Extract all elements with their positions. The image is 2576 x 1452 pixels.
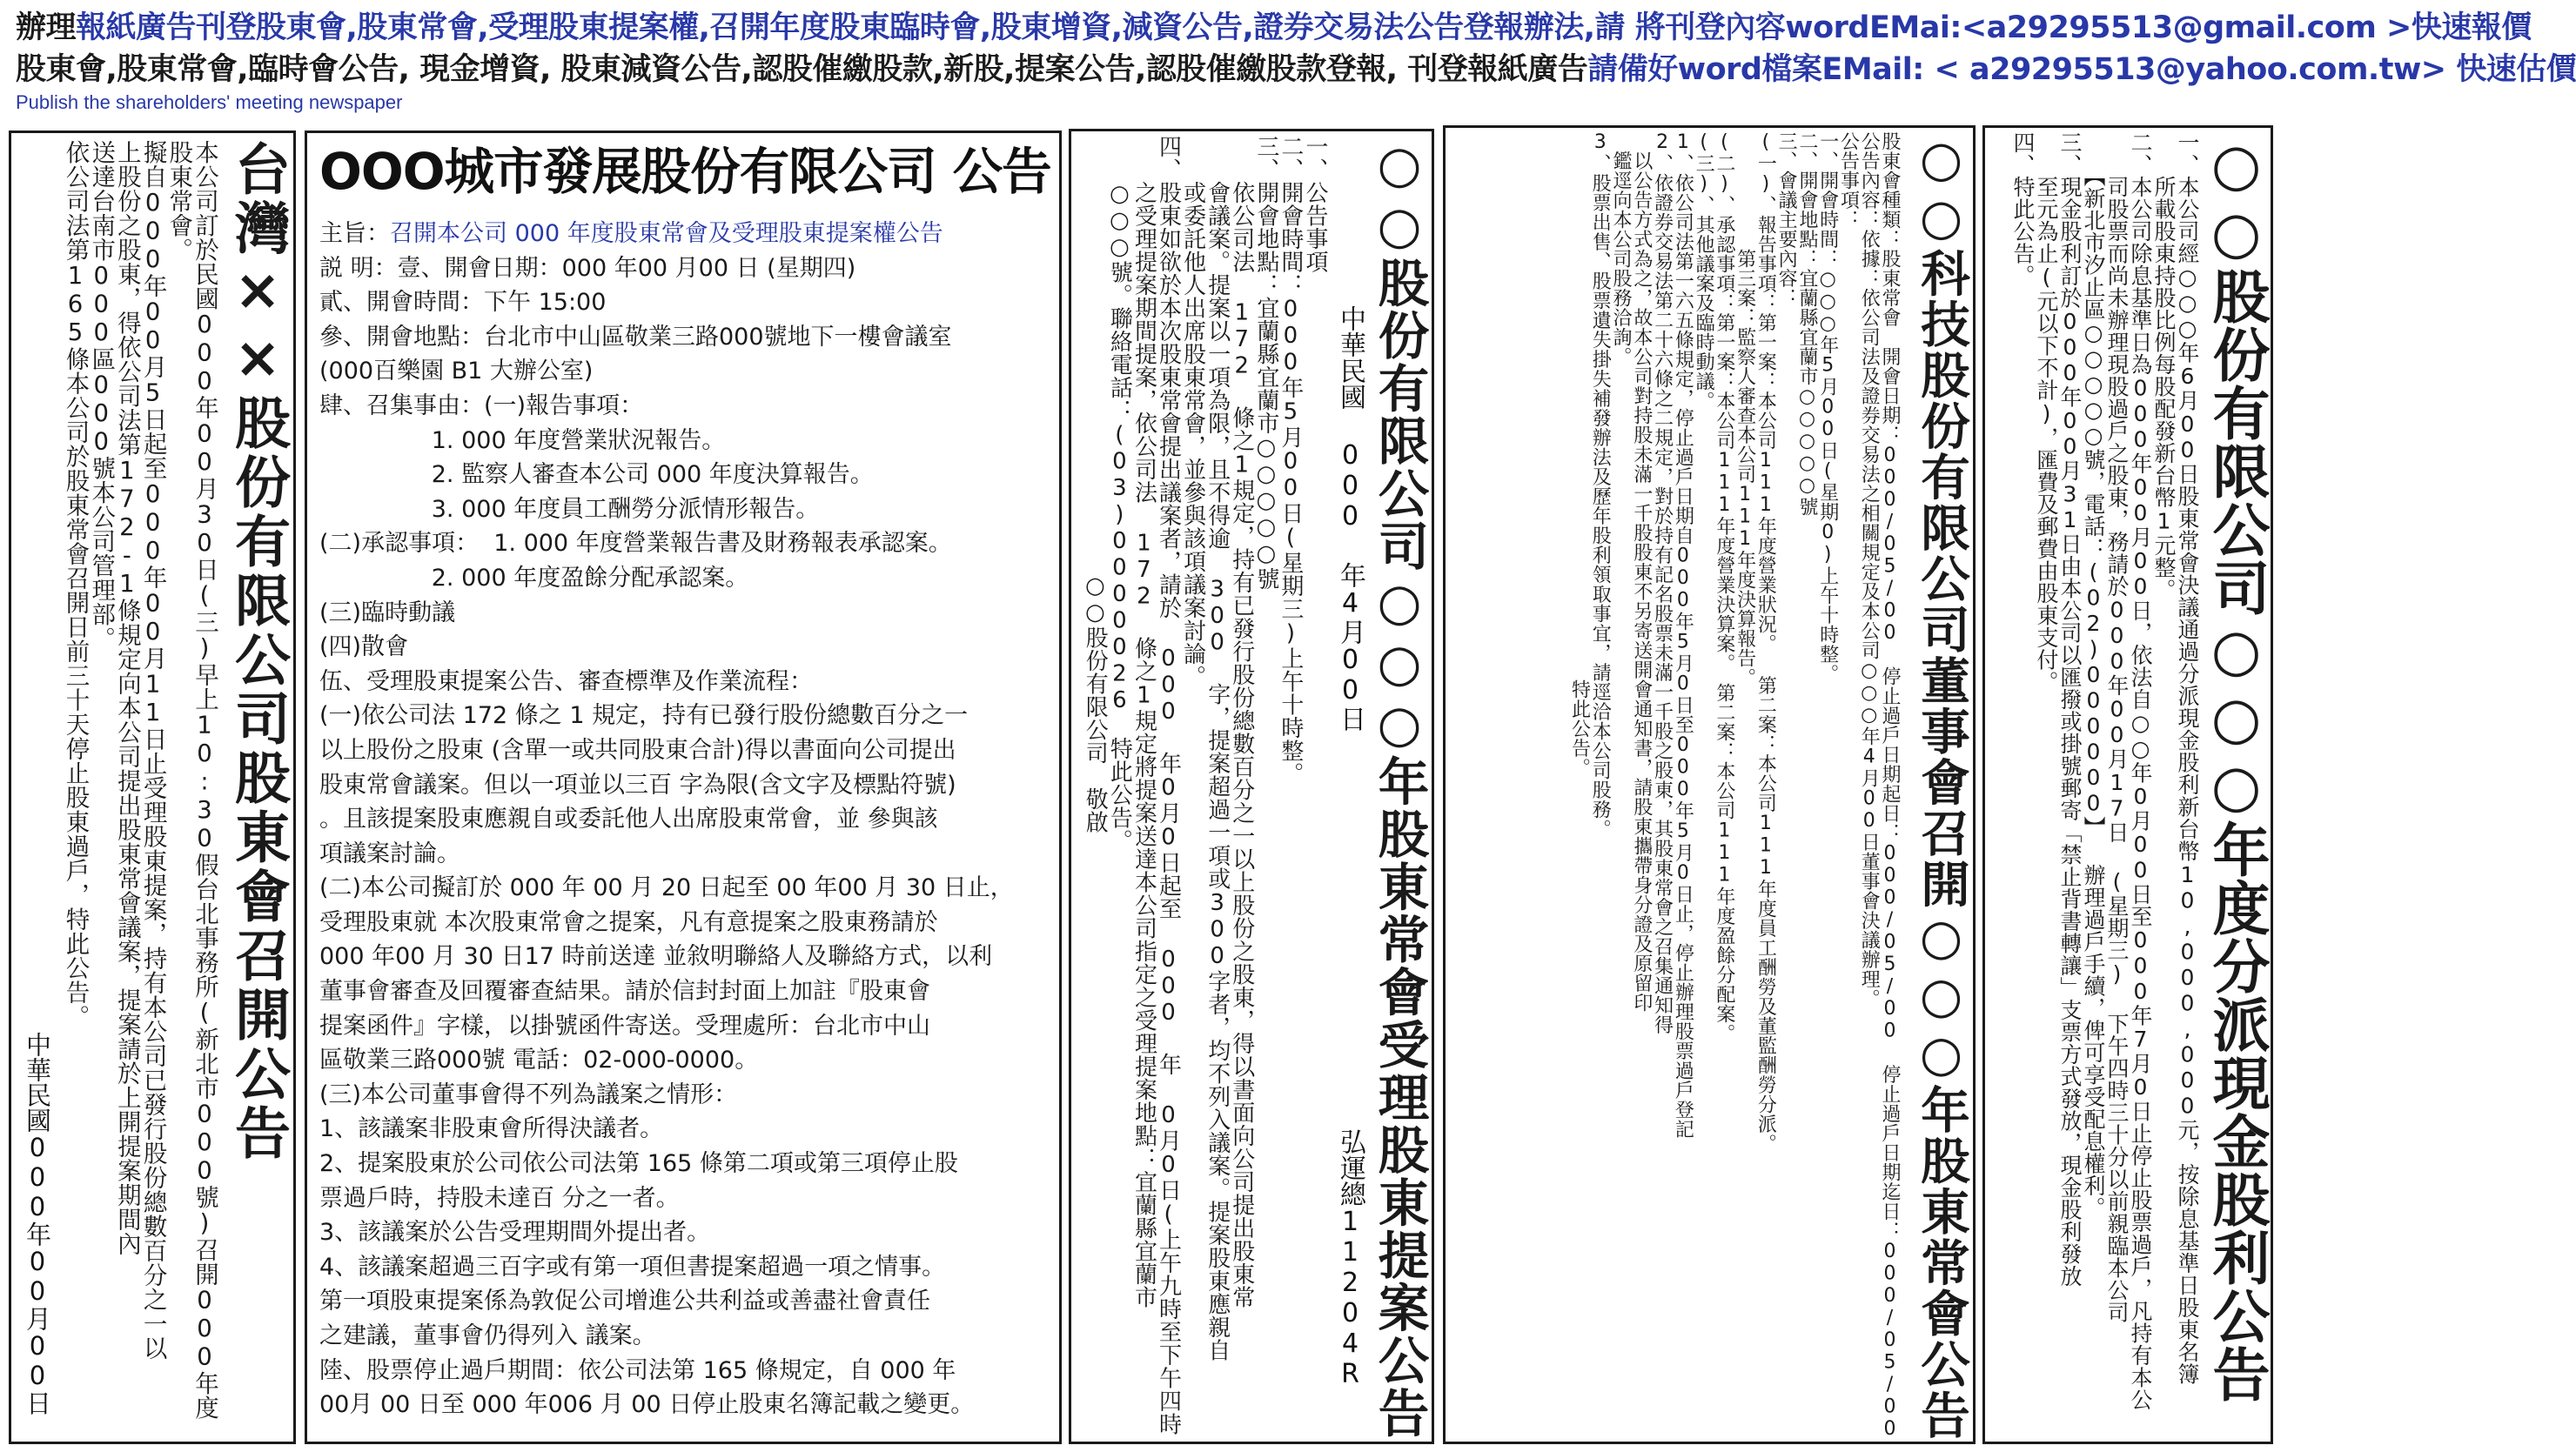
ad4-body-line: 特此公告。 bbox=[1568, 131, 1591, 778]
ad4-body-line: 鑑逕向本公司股務洽詢。 bbox=[1610, 131, 1633, 366]
ad2-line: 提案函件』字樣，以掛號函件寄送。受理處所：台北市中山 bbox=[319, 1012, 930, 1040]
ad-tech-board-meeting-notice bbox=[1443, 125, 1976, 1444]
ad2-line: 2、提案股東於公司依公司法第 165 條第二項或第三項停止股 bbox=[319, 1150, 958, 1178]
ad2-line: 票過戶時，持股未達百 分之一者。 bbox=[319, 1184, 680, 1212]
ad2-line: 股東常會議案。但以一項並以三百 字為限(含文字及標點符號) bbox=[319, 771, 956, 799]
ad5-title: ○○股份有限公司○○○年度分派現金股利公告 bbox=[2203, 131, 2270, 1403]
ad4-body-line: (三)、其他議案及臨時動議。 bbox=[1693, 131, 1715, 411]
ad1-body-line: 本公司訂於民國000年00月30日(三)早上10:30假台北事務所(新北市000號)召開000年度 bbox=[191, 140, 218, 1420]
ad3-body-line: 二、開會時間：000年5月00日(星期三)上午十時整。 bbox=[1277, 135, 1304, 786]
ad2-line: 受理股東就 本次股東常會之提案，凡有意提案之股東務請於 bbox=[319, 908, 938, 936]
header-line-1 bbox=[16, 9, 2532, 47]
ad3-body-line: 依公司法 172 條之1規定，持有已發行股份總數百分之一以上股份之股東，得以書面向公司提出股東常 bbox=[1228, 135, 1255, 1308]
ad2-line: 區敬業三路000號 電話：02-000-0000。 bbox=[319, 1047, 759, 1074]
ad5-body-line: 四、特此公告。 bbox=[2010, 131, 2036, 287]
ad1-body-line: 送達台南市000區000號本公司管理部。 bbox=[87, 140, 116, 651]
ad2-line: 説 明：壹、開會日期：000 年00 月00 日 (星期四) bbox=[319, 254, 856, 282]
ad2-line: (二)承認事項： 1. 000 年度營業報告書及財務報表承認案。 bbox=[319, 530, 952, 558]
ad2-line: 3. 000 年度員工酬勞分派情形報告。 bbox=[319, 495, 820, 523]
ad2-line: 4、該議案超過三百字或有第一項但書提案超過一項之情事。 bbox=[319, 1253, 946, 1281]
ad5-body-line: 司股票而尚未辦理現股過戶之股東，務請於000年00月17日 (星期三) 下午四時三十分以前親臨本公司 bbox=[2104, 131, 2130, 1323]
header-english-tagline: Publish the shareholders' meeting newspaper bbox=[16, 91, 403, 113]
header-line-2-text: 股東會,股東常會,臨時會公告, 現金增資, 股東減資公告,認股催繳股款,新股,提案公告,認股催繳股款登報, 刊登報紙廣告 bbox=[16, 52, 1588, 87]
ad3-title: ○○股份有限公司○○○年股東常會受理股東提案公告 bbox=[1370, 135, 1429, 1440]
ad2-line: 陸、股票停止過戶期間：依公司法第 165 條規定，自 000 年 bbox=[319, 1356, 956, 1384]
ad5-body-line: 一、本公司經○○○年6月00日股東常會決議通過分派現金股利新台幣10,000,000元，按除息基準日股東名簿 bbox=[2175, 131, 2200, 1385]
ad3-body-line: 四、股東如欲於本次股東常會提出議案者，請於 000 年0月0日起至 000 年 0月0日(上午九時至下午四時 bbox=[1155, 135, 1182, 1435]
ad3-body-line: 三、開會地點：宜蘭縣宜蘭市○○○○○號 bbox=[1252, 135, 1279, 591]
ad1-body-line: 上股份之股東，得依公司法第172-1條規定向本公司提出股東常會議案，提案請於上開提案期間內 bbox=[112, 140, 141, 1256]
ad1-body bbox=[62, 140, 217, 1420]
ad2-line: (一)依公司法 172 條之 1 規定，持有已發行股份總數百分之一 bbox=[319, 702, 969, 730]
ad2-line: 2. 監察人審查本公司 000 年度決算報告。 bbox=[319, 461, 874, 489]
ad3-ref-code: 弘運總11204R bbox=[1335, 1128, 1365, 1389]
ad4-body-line: 一、開會時間：○○○年5月00日(星期0)上午十時整。 bbox=[1816, 131, 1839, 684]
ad1-title: 台灣××股份有限公司股東會召開公告 bbox=[225, 140, 290, 1163]
ad4-body-line: 股東會種類：股東常會 開會日期：000/05/00 停止過戶日期起日：000/05/00 停止過戶日期迄日：000/05/00 bbox=[1879, 131, 1901, 1441]
ad2-line: 貳、開會時間：下午 15:00 bbox=[319, 289, 607, 317]
ad2-line: 項議案討論。 bbox=[319, 840, 460, 867]
ad3-body-line: 或委託他人出席股東常會，並參與該項議案討論。 bbox=[1179, 135, 1206, 688]
ad4-body-line: 2、依證券交易法第二十六條之二規定，對於持有記名股票未滿一千股之股東，其股東常會之召集通知得 bbox=[1651, 131, 1674, 1034]
ad5-body-line: 所載股東持股比例每股配發新台幣1元整。 bbox=[2151, 131, 2177, 601]
ad2-line: 2. 000 年度盈餘分配承認案。 bbox=[319, 564, 749, 592]
ad4-body bbox=[1569, 131, 1900, 1441]
ad4-body-line: 二、開會地點：宜蘭縣宜蘭市○○○○○號 bbox=[1795, 131, 1818, 517]
ad2-line: (二)本公司擬訂於 000 年 00 月 20 日起至 00 年00 月 30 日止， bbox=[319, 874, 1014, 902]
ad2-line: (000百樂園 B1 大辦公室) bbox=[319, 358, 594, 385]
ad2-line: 伍、受理股東提案公告、審查標準及作業流程： bbox=[319, 667, 813, 695]
ad-cash-dividend-notice bbox=[1982, 125, 2273, 1444]
header-banner bbox=[0, 0, 2576, 124]
ad-taiwan-shareholders-meeting bbox=[9, 130, 296, 1444]
ad4-body-line: 以公告方式為之，故本公司對持股未滿一千股股東不另寄送開會通知書，請股東攜帶身分證及原留印 bbox=[1630, 131, 1653, 1013]
ad2-line: 00月 00 日至 000 年006 月 00 日停止股東名簿記載之變更。 bbox=[319, 1391, 975, 1419]
header-line-1-text: 報紙廣告刊登股東會,股東常會,受理股東提案權,召開年度股東臨時會,股東增資,減資公告,證券交易法公告登報辦法,請 將刊登內容wordEMai:<a29295513@gmail.com >快速報價 bbox=[76, 10, 2532, 45]
ad3-body-line: 之受理提案期間提案，依公司法 172 條之1規定將提案送達本公司指定之受理提案地點：宜蘭縣宜蘭市 bbox=[1130, 135, 1157, 1308]
ad2-line: 。且該提案股東應親自或委託他人出席股東常會，並 參與該 bbox=[319, 806, 938, 833]
ad2-subject: 召開本公司 000 年度股東常會及受理股東提案權公告 bbox=[390, 220, 943, 247]
ad2-line: 第一項股東提案係為敦促公司增進公共利益或善盡社會責任 bbox=[319, 1288, 930, 1315]
ad2-line: 1、該議案非股東會所得決議者。 bbox=[319, 1115, 664, 1143]
ad3-body-line: 會議案。提案以一項為限，且不得逾 300 字，提案超過一項或300字者，均不列入議案。提案股東應親自 bbox=[1204, 135, 1231, 1362]
ad2-line: 1. 000 年度營業狀況報告。 bbox=[319, 426, 726, 454]
ad4-body-line: 公告內容：依據：依公司法及證券交易法之相關規定及本公司○○○年4月00日董事會決議辦理。 bbox=[1858, 131, 1881, 1008]
ad3-body-line: ○○○號。聯絡電話：(03)0000026 特此公告。 bbox=[1106, 135, 1133, 853]
ad5-body-line: 【新北市汐止區○○○○○號，電話：(02)000000】 辦理過戶手續，俾可享受配息權利。 bbox=[2081, 131, 2106, 1219]
ad3-body-line: 一、公告事項 bbox=[1302, 135, 1328, 273]
ad2-subject-label: 主旨： bbox=[319, 220, 390, 247]
ad4-body-line: 三、會議主要內容： bbox=[1775, 131, 1798, 308]
header-line-2-contact: 請備好word檔案EMail: < a29295513@yahoo.com.tw> 快速估價 bbox=[1587, 52, 2576, 87]
ad1-date: 中華民國000年00月00日 bbox=[23, 1032, 52, 1415]
ad2-line: 肆、召集事由：(一)報告事項： bbox=[319, 391, 644, 419]
ad2-line: 之建議，董事會仍得列入 議案。 bbox=[319, 1322, 656, 1349]
ad1-body-line: 擬自000年00月5日起至000年00月11日止受理股東提案，持有本公司已發行股份總數百分之一以 bbox=[138, 140, 167, 1361]
ad4-body-line: (一)、報告事項：第一案：本公司111年度營業狀況。 第二案：本公司111年度員工酬勞及董監酬勞分派。 bbox=[1754, 131, 1777, 1154]
ad1-body-line: 股東常會。 bbox=[164, 140, 193, 262]
ad2-line: 參、開會地點：台北市中山區敬業三路000號地下一樓會議室 bbox=[319, 323, 952, 351]
ad-shareholder-proposal-notice bbox=[1069, 129, 1434, 1444]
ad2-title: OOO城市發展股份有限公司 公告 bbox=[319, 143, 1051, 201]
ad3-body-line: ○○股份有限公司 敬啟 bbox=[1082, 135, 1109, 833]
ad2-subject-line bbox=[319, 217, 1055, 251]
header-line-1-lead: 辦理 bbox=[16, 10, 77, 45]
ad2-line: 3、該議案於公告受理期間外提出者。 bbox=[319, 1219, 711, 1247]
ad2-line: 董事會審查及回覆審查結果。請於信封封面上加註『股東會 bbox=[319, 978, 930, 1006]
ad5-body-line: 至元為止(元以下不計)，匯費及郵費由股東支付。 bbox=[2034, 131, 2059, 693]
ad2-line: (三)本公司董事會得不列為議案之情形： bbox=[319, 1081, 738, 1108]
ad5-body bbox=[2011, 131, 2199, 1411]
ad2-body bbox=[319, 217, 1055, 1422]
ad2-line: 000 年00 月 30 日17 時前送達 並敘明聯絡人及聯絡方式，以利 bbox=[319, 943, 993, 971]
ad2-line: (三)臨時動議 bbox=[319, 599, 456, 626]
ad4-body-line: 1、依公司法第一六五條規定，停止過戶日期自000年5月0日至000年5月0日止，停止辦理股票過戶登記 bbox=[1672, 131, 1694, 1139]
ad3-body bbox=[1083, 135, 1327, 1435]
ad5-body-line: 二、本公司除息基準日為000年00月00日，依法自○○年0月00日至000年7月0日止停止股票過戶，凡持有本公 bbox=[2128, 131, 2153, 1411]
ad2-line: (四)散會 bbox=[319, 633, 409, 661]
ad1-body-line: 依公司法第165條本公司於股東常會召開日前三十天停止股東過戶，特此公告。 bbox=[61, 140, 90, 1029]
ad-city-development-notice bbox=[305, 130, 1062, 1444]
ad5-body-line: 三、現金股利訂於000年00月31日由本公司以匯撥或掛號郵寄「禁止背書轉讓」支票方式發放，現金股利發放 bbox=[2057, 131, 2083, 1288]
ad4-body-line: 3、股票出售、股票遺失掛失補發辦法及歷年股利領取事宜，請逕洽本公司股務。 bbox=[1589, 131, 1612, 839]
ad4-title: ○○科技股份有限公司董事會召開○○○年股東常會公告 bbox=[1913, 131, 1969, 1441]
header-line-2 bbox=[16, 50, 2576, 89]
ad4-body-line: 第三案：監察人審查本公司111年度決算報告。 bbox=[1734, 131, 1756, 687]
ad4-body-line: 公告事項： bbox=[1837, 131, 1860, 230]
ad4-body-line: (二)、承認事項：第一案：本公司111年度營業決算案。 第二案：本公司111年度盈餘分配案。 bbox=[1713, 131, 1735, 1043]
ad2-line: 以上股份之股東 (含單一或共同股東合計)得以書面向公司提出 bbox=[319, 736, 956, 764]
ad3-date: 中華民國 000 年4月00日 bbox=[1335, 305, 1365, 732]
